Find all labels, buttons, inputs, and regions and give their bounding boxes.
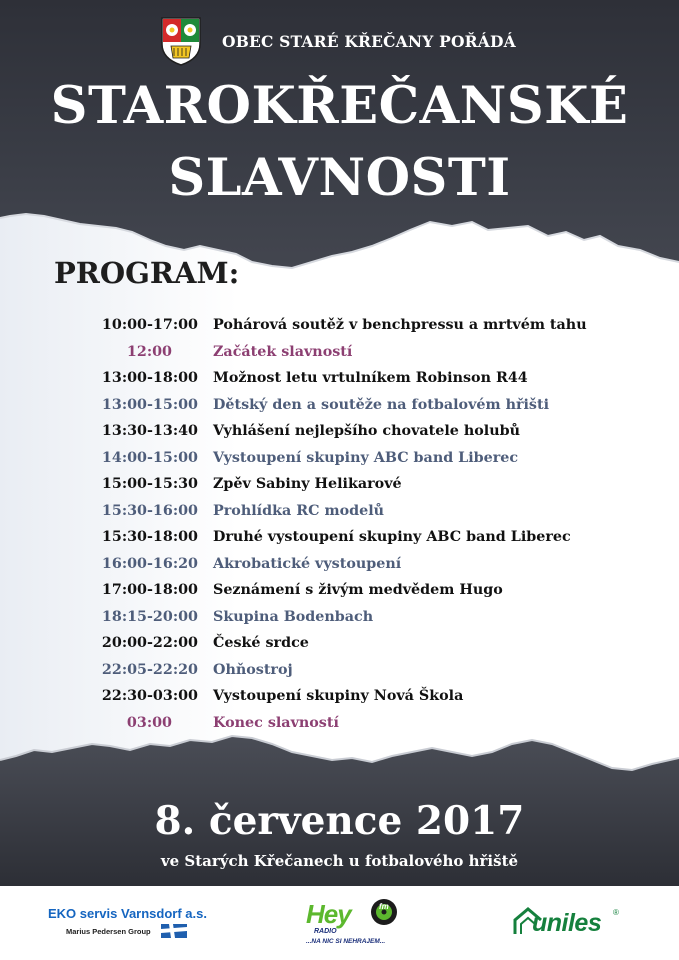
schedule-event: Možnost letu vrtulníkem Robinson R44	[213, 370, 528, 386]
eko-servis-logo-text: EKO servis Varnsdorf a.s.	[48, 906, 207, 921]
schedule-time: 12:00	[126, 343, 172, 360]
schedule-event: Vystoupení skupiny ABC band Liberec	[213, 449, 519, 466]
schedule-time: 15:30-16:00	[101, 502, 198, 519]
schedule-event: Vyhlášení nejlepšího chovatele holubů	[213, 423, 520, 439]
hey-radio-name: Hey	[306, 899, 351, 929]
schedule-time: 18:15-20:00	[101, 608, 198, 625]
schedule-time: 17:00-18:00	[101, 582, 198, 598]
schedule-event: Zpěv Sabiny Helikarové	[213, 476, 402, 492]
schedule-time: 14:00-15:00	[101, 449, 198, 466]
schedule-time: 10:00-17:00	[101, 317, 198, 333]
schedule-time: 13:30-13:40	[101, 423, 198, 439]
schedule-event: Vystoupení skupiny Nová Škola	[213, 688, 464, 704]
schedule-event: Seznámení s živým medvědem Hugo	[213, 582, 503, 598]
event-date: 8. července 2017	[154, 798, 525, 844]
schedule-event: Konec slavností	[213, 714, 339, 731]
schedule-time: 16:00-16:20	[101, 555, 198, 572]
poster-title-line-1: STAROKŘEČANSKÉ	[50, 76, 629, 136]
schedule-row	[0, 397, 679, 424]
hey-radio-label: RADIO	[314, 928, 337, 935]
sponsor-strip	[0, 886, 679, 960]
schedule-row	[0, 715, 679, 742]
schedule-time: 20:00-22:00	[101, 635, 198, 651]
schedule-time: 13:00-18:00	[101, 370, 198, 386]
program-schedule	[0, 317, 679, 741]
schedule-row	[0, 503, 679, 530]
marius-pedersen-text: Marius Pedersen Group	[66, 927, 151, 936]
schedule-event: Ohňostroj	[213, 661, 293, 678]
schedule-time: 15:30-18:00	[101, 529, 198, 545]
schedule-row	[0, 450, 679, 477]
schedule-row	[0, 688, 679, 715]
hey-radio-slogan: ...NA NIC SI NEHRAJEM...	[306, 938, 386, 945]
registered-mark: ®	[613, 908, 619, 917]
hey-fm-text: fm	[379, 902, 389, 911]
program-heading: PROGRAM:	[54, 256, 240, 290]
marius-pedersen-flag-icon	[161, 924, 187, 938]
schedule-time: 13:00-15:00	[101, 396, 198, 413]
schedule-event: Dětský den a soutěže na fotbalovém hřišti	[213, 396, 550, 413]
schedule-event: Pohárová soutěž v benchpressu a mrtvém tahu	[213, 317, 587, 333]
schedule-time: 22:05-22:20	[101, 661, 198, 678]
schedule-row	[0, 556, 679, 583]
schedule-event: Prohlídka RC modelů	[213, 502, 385, 519]
schedule-event: Druhé vystoupení skupiny ABC band Liberec	[213, 529, 571, 545]
schedule-row	[0, 370, 679, 397]
schedule-row	[0, 344, 679, 371]
schedule-time: 22:30-03:00	[101, 688, 198, 704]
schedule-row	[0, 423, 679, 450]
organizer-line: OBEC STARÉ KŘEČANY POŘÁDÁ	[222, 32, 516, 51]
uniles-logo-text: uniles	[532, 909, 602, 937]
schedule-event: Skupina Bodenbach	[213, 608, 374, 625]
schedule-event: České srdce	[213, 635, 309, 651]
schedule-row	[0, 476, 679, 503]
schedule-row	[0, 609, 679, 636]
schedule-row	[0, 582, 679, 609]
schedule-time: 15:00-15:30	[101, 476, 198, 492]
schedule-row	[0, 529, 679, 556]
schedule-event: Akrobatické vystoupení	[213, 555, 402, 572]
schedule-row	[0, 635, 679, 662]
schedule-time: 03:00	[126, 714, 172, 731]
schedule-event: Začátek slavností	[213, 343, 353, 360]
schedule-row	[0, 317, 679, 344]
village-coat-of-arms-icon	[160, 16, 202, 66]
event-venue: ve Starých Křečanech u fotbalového hřiště	[160, 852, 519, 870]
schedule-row	[0, 662, 679, 689]
poster-title-line-2: SLAVNOSTI	[168, 148, 511, 208]
